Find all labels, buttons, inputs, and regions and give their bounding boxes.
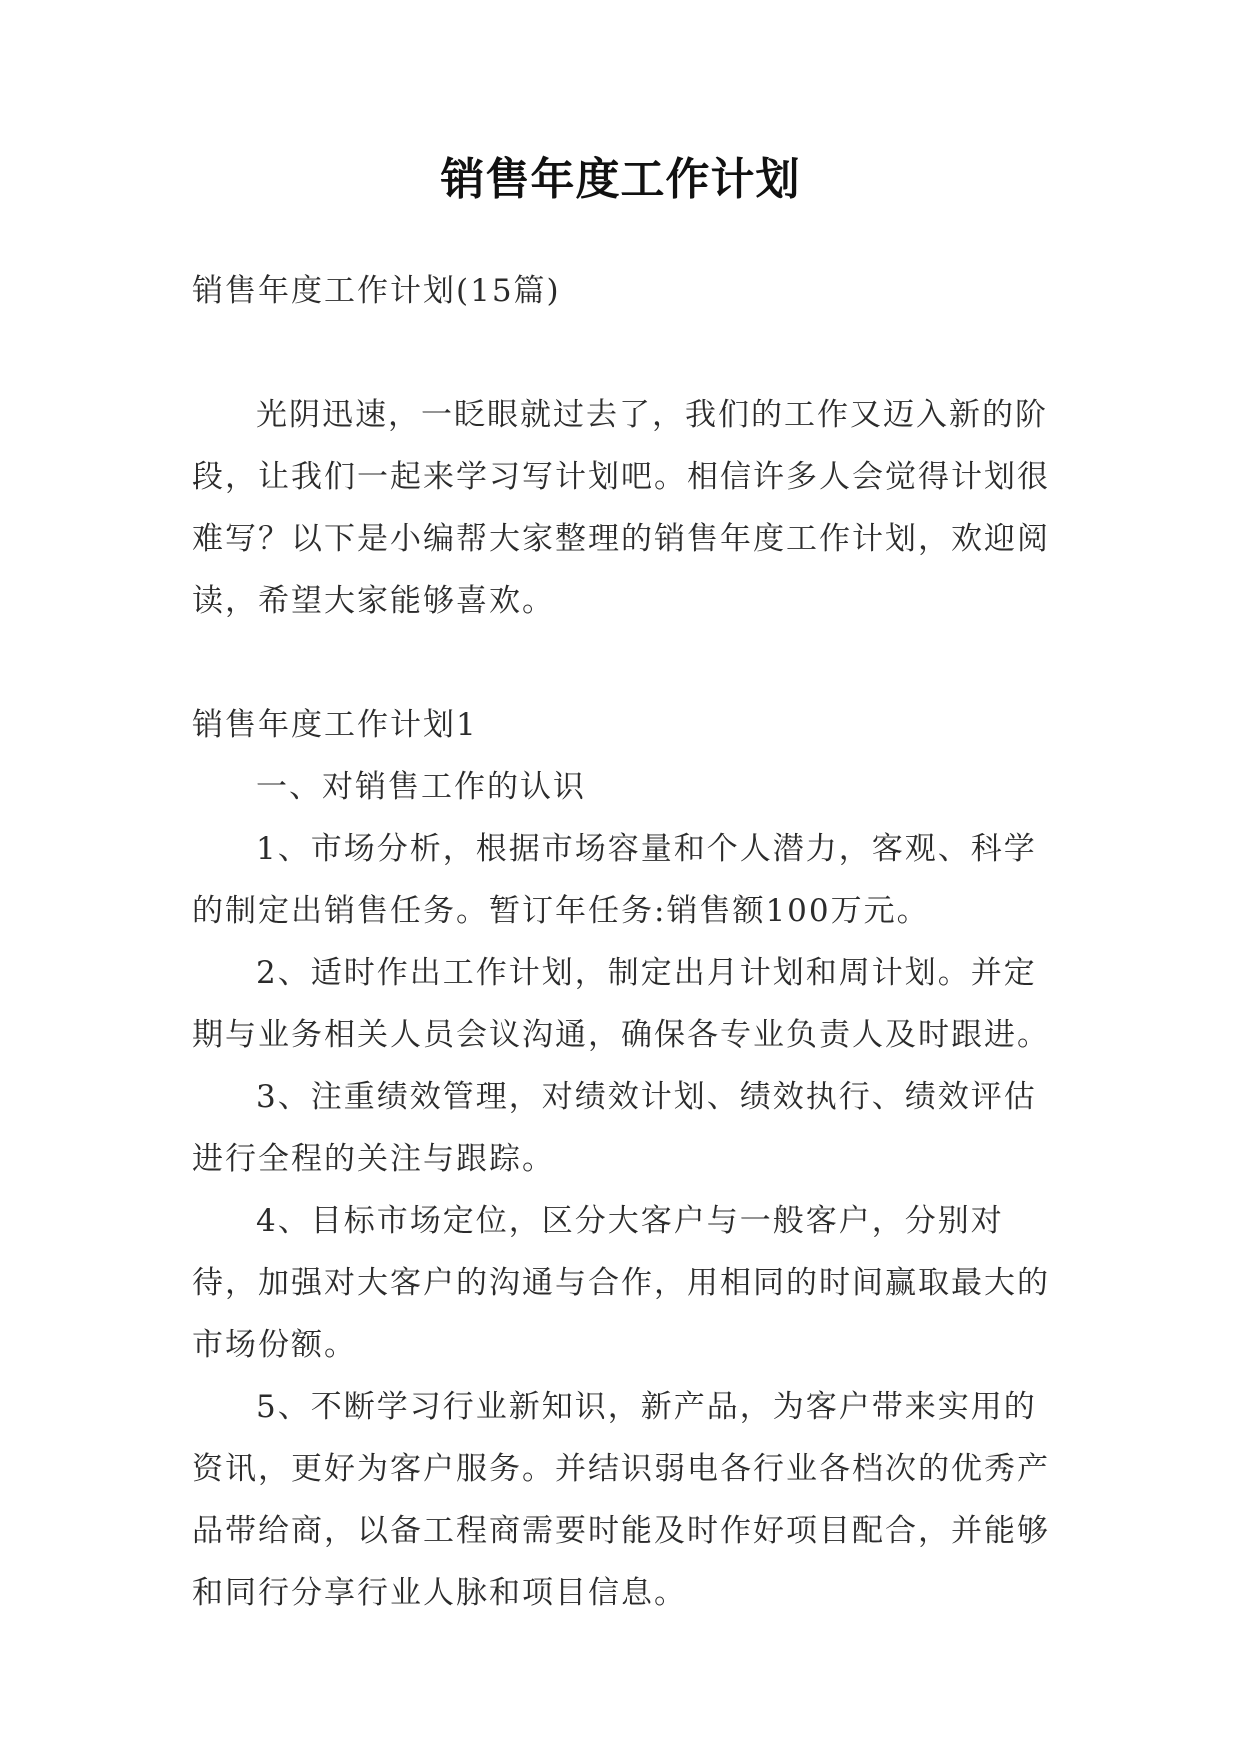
section-heading: 销售年度工作计划1 [192, 707, 478, 743]
spacer [192, 322, 1052, 384]
subheading: 一、对销售工作的认识 [256, 769, 586, 805]
list-item: 5、不断学习行业新知识，新产品，为客户带来实用的资讯，更好为客户服务。并结识弱电各行业各档次的优秀产品带给商，以备工程商需要时能及时作好项目配合，并能够和同行分享行业人脉和项目信息。 [192, 1389, 1050, 1611]
list-item: 4、目标市场定位，区分大客户与一般客户，分别对待，加强对大客户的沟通与合作，用相同的时间赢取最大的市场份额。 [192, 1203, 1050, 1363]
list-item: 2、适时作出工作计划，制定出月计划和周计划。并定期与业务相关人员会议沟通，确保各专业负责人及时跟进。 [192, 955, 1050, 1053]
list-item: 1、市场分析，根据市场容量和个人潜力，客观、科学的制定出销售任务。暂订年任务:销售额100万元。 [192, 831, 1037, 929]
document-subtitle: 销售年度工作计划(15篇) [192, 273, 561, 309]
intro-paragraph: 光阴迅速，一眨眼就过去了，我们的工作又迈入新的阶段，让我们一起来学习写计划吧。相信许多人会觉得计划很难写？以下是小编帮大家整理的销售年度工作计划，欢迎阅读，希望大家能够喜欢。 [192, 397, 1050, 619]
spacer [192, 632, 1052, 694]
document-title: 销售年度工作计划 [440, 154, 801, 205]
document-body [192, 260, 1052, 1624]
list-item: 3、注重绩效管理，对绩效计划、绩效执行、绩效评估进行全程的关注与跟踪。 [192, 1079, 1037, 1177]
